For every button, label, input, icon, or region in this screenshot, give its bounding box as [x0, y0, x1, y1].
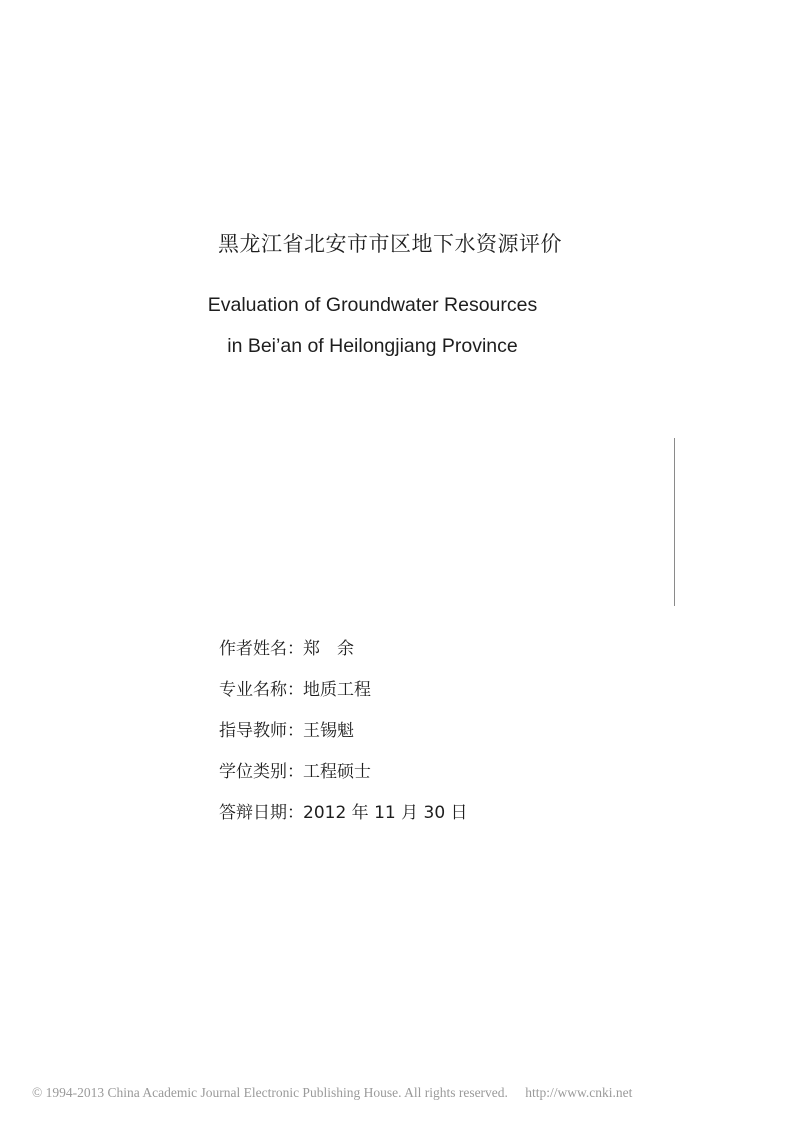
- major-row: [219, 675, 468, 716]
- copyright-text: © 1994-2013 China Academic Journal Electronic Publishing House. All rights reserved.: [32, 1085, 508, 1100]
- thesis-info-block: [219, 634, 468, 839]
- chinese-title: 黑龙江省北安市市区地下水资源评价: [218, 232, 562, 256]
- advisor-value: 王锡魁: [303, 721, 354, 741]
- degree-type-label: 学位类别：: [219, 762, 304, 782]
- vertical-divider: [674, 438, 675, 606]
- major-label: 专业名称：: [219, 680, 304, 700]
- defense-date-row: [219, 798, 468, 839]
- advisor-row: [219, 716, 468, 757]
- cnki-url: http://www.cnki.net: [525, 1085, 633, 1100]
- author-label: 作者姓名：: [219, 639, 304, 659]
- defense-date-label: 答辩日期：: [219, 803, 304, 823]
- english-title-line-1: Evaluation of Groundwater Resources: [207, 294, 538, 316]
- advisor-label: 指导教师：: [219, 721, 304, 741]
- copyright-footer: [32, 1085, 632, 1101]
- degree-type-row: [219, 757, 468, 798]
- major-value: 地质工程: [303, 680, 371, 700]
- author-row: [219, 634, 468, 675]
- author-value: 郑 余: [303, 639, 354, 659]
- english-title-line-2: in Bei’an of Heilongjiang Province: [227, 335, 518, 357]
- defense-date-value: 2012 年 11 月 30 日: [303, 803, 468, 823]
- degree-type-value: 工程硕士: [303, 762, 371, 782]
